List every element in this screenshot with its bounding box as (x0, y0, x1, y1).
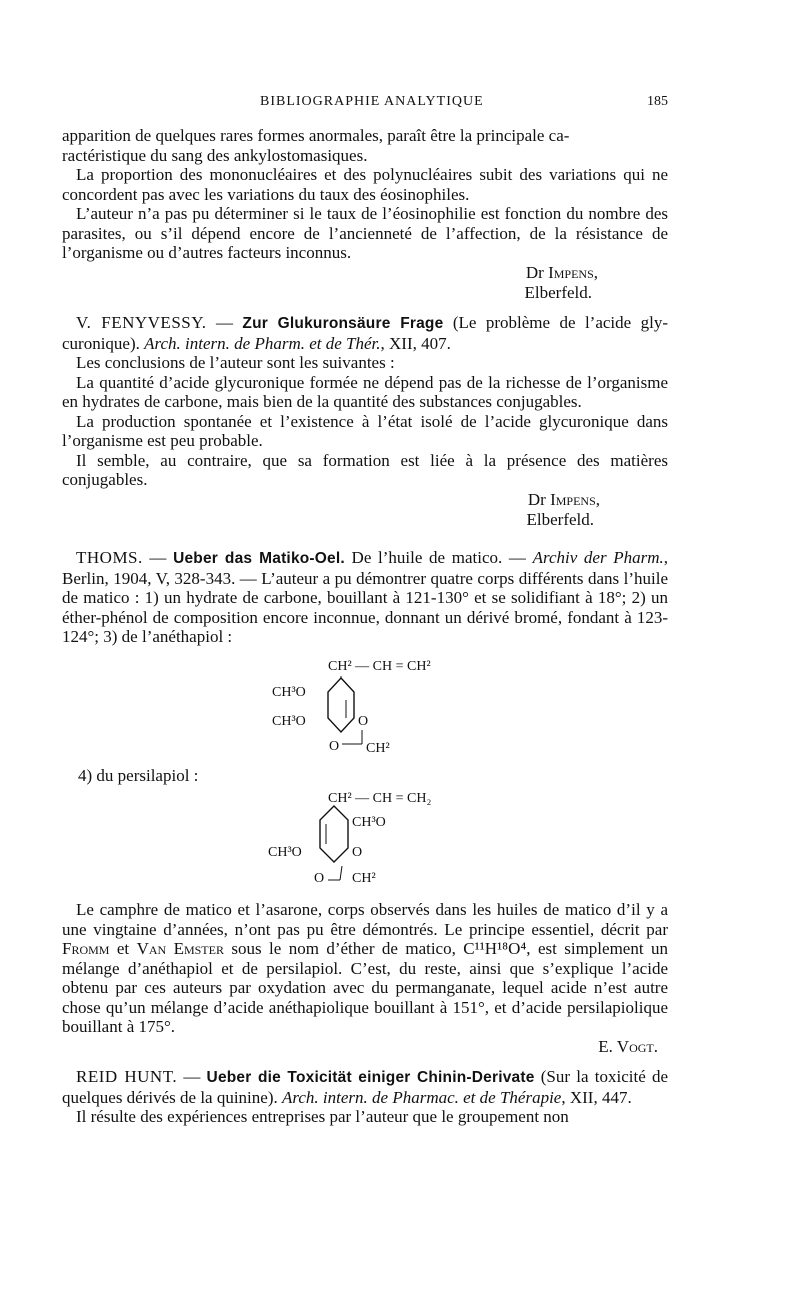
paragraph: La proportion des mononucléaires et des polynucléaires subit des variations qui ne concordent pas avec les variations du taux des éosinophiles. (62, 165, 668, 204)
reviewer-signature: Dr Impens, (525, 262, 598, 282)
methylene-label: CH² (366, 741, 390, 756)
substituent-label: CH³O (272, 714, 306, 729)
oxygen-label: O (314, 871, 325, 886)
entry-heading: V. FENYVESSY. — Zur Glukuronsäure Frage (Le problème de l’acide gly-curonique). Arch. intern. de Pharm. et de Thér., XII, 407. (62, 313, 669, 353)
methylene-label: CH² (352, 871, 376, 886)
paragraph: L’auteur n’a pas pu déterminer si le taux de l’éosinophilie est fonction du nombre des parasites, ou s’il dépend encore de l’ancienneté de l’affection, de la résistance de l’organisme ou d’autres facteurs inconnus. (62, 204, 668, 262)
reviewer-signature: E. Vogt. (598, 1036, 658, 1056)
paragraph: Il résulte des expériences entreprises par l’auteur que le groupement non (76, 1107, 569, 1126)
benzene-ring (320, 806, 348, 862)
review-entry-thoms (62, 548, 668, 647)
paragraph: La quantité d’acide glycuronique formée ne dépend pas de la richesse de l’organisme en hydrates de carbone, mais bien de la quantité des substances conjugables. (62, 372, 668, 411)
entry-heading: REID HUNT. — Ueber die Toxicität einiger Chinin-Derivate (Sur la toxicité de quelques dérivés de la quinine). Arch. intern. de Pharmac. et de Thérapie, XII, 447. (62, 1067, 669, 1107)
entry-title: Zur Glukuronsäure Frage (242, 315, 444, 332)
paragraph: Il semble, au contraire, que sa formation est liée à la présence des matières conjugables. (62, 450, 668, 489)
reviewer-city: Elberfeld. (526, 509, 594, 529)
paragraph: La production spontanée et l’existence à l’état isolé de l’acide glycuronique dans l’organisme est peu probable. (62, 411, 668, 450)
persilapiol-structure-diagram (262, 784, 542, 894)
document-page (62, 0, 668, 1313)
entry-heading: THOMS. — Ueber das Matiko-Oel. De l’huile de matico. — Archiv der Pharm., Berlin, 1904, V, 328-343. — L’auteur a pu démontrer quatre corps différents dans l’huile de matico : 1) un hydrate de carbone, bouillant à 121-130° et se solidifiant à 18°; 2) un éther-phénol de composition encore inconnue, donnant un dérivé bromé, fondant à 123-124°; 3) de l’anéthapiol : (62, 548, 669, 646)
persilapiol-label: 4) du persilapiol : (78, 766, 199, 785)
paragraph: Le camphre de matico et l’asarone, corps observés dans les huiles de matico d’il y a une vingtaine d’années, n’ont pas pu être démontrés. Le principe essentiel, décrit par Fromm et Van Emster sous le nom d’éther de matico, C¹¹H¹⁸O⁴, est simplement un mélange d’anéthapiol et de persilapiol. C’est, du reste, ainsi que s’explique l’acide obtenu par ces auteurs par oxydation avec du permanganate, lequel acide n’est autre chose qu’un mélange d’acide anéthapiolique bouillant à 151°, et d’acide persilapiolique bouillant à 175°. (62, 900, 668, 1036)
journal-name: Arch. intern. de Pharmac. et de Thérapie (282, 1087, 562, 1107)
oxygen-label: O (352, 845, 363, 860)
journal-name: Arch. intern. de Pharm. et de Thér. (144, 333, 381, 353)
previous-review-ending (62, 126, 668, 303)
cited-author: Van Emster (136, 939, 224, 958)
reviewer-signature: Dr Impens, (527, 489, 600, 509)
entry-author: REID HUNT. (76, 1067, 178, 1086)
page-number: 185 (647, 94, 668, 109)
entry-author: V. FENYVESSY. (76, 313, 207, 332)
page-header (62, 94, 668, 114)
running-title: BIBLIOGRAPHIE ANALYTIQUE (260, 94, 484, 109)
side-chain-label: CH² — CH = CH₂ (328, 791, 432, 806)
review-entry-fenyvessy (62, 313, 668, 530)
review-entry-reid-hunt (62, 1067, 668, 1127)
paragraph: apparition de quelques rares formes anormales, paraît être la principale ca- ractéristique du sang des ankylostomasiques. (62, 126, 570, 165)
anethapiol-structure-diagram (262, 654, 542, 774)
oxygen-label: O (358, 714, 369, 729)
journal-name: Archiv der Pharm. (532, 548, 664, 567)
substituent-label: CH³O (272, 685, 306, 700)
benzene-ring (328, 678, 354, 732)
paragraph: Les conclusions de l’auteur sont les suivantes : (76, 353, 395, 372)
side-chain-label: CH² — CH = CH² (328, 659, 431, 674)
entry-title: Ueber das Matiko-Oel. (173, 550, 345, 567)
reviewer-city: Elberfeld. (524, 282, 592, 302)
oxygen-label: O (329, 739, 340, 754)
bond (340, 866, 342, 880)
entry-author: THOMS. (76, 548, 143, 567)
cited-author: Fromm (62, 939, 110, 958)
substituent-label: CH³O (268, 845, 302, 860)
entry-title: Ueber die Toxicität einiger Chinin-Derivate (206, 1069, 535, 1086)
substituent-label: CH³O (352, 815, 386, 830)
review-entry-thoms-continued (62, 900, 668, 1057)
